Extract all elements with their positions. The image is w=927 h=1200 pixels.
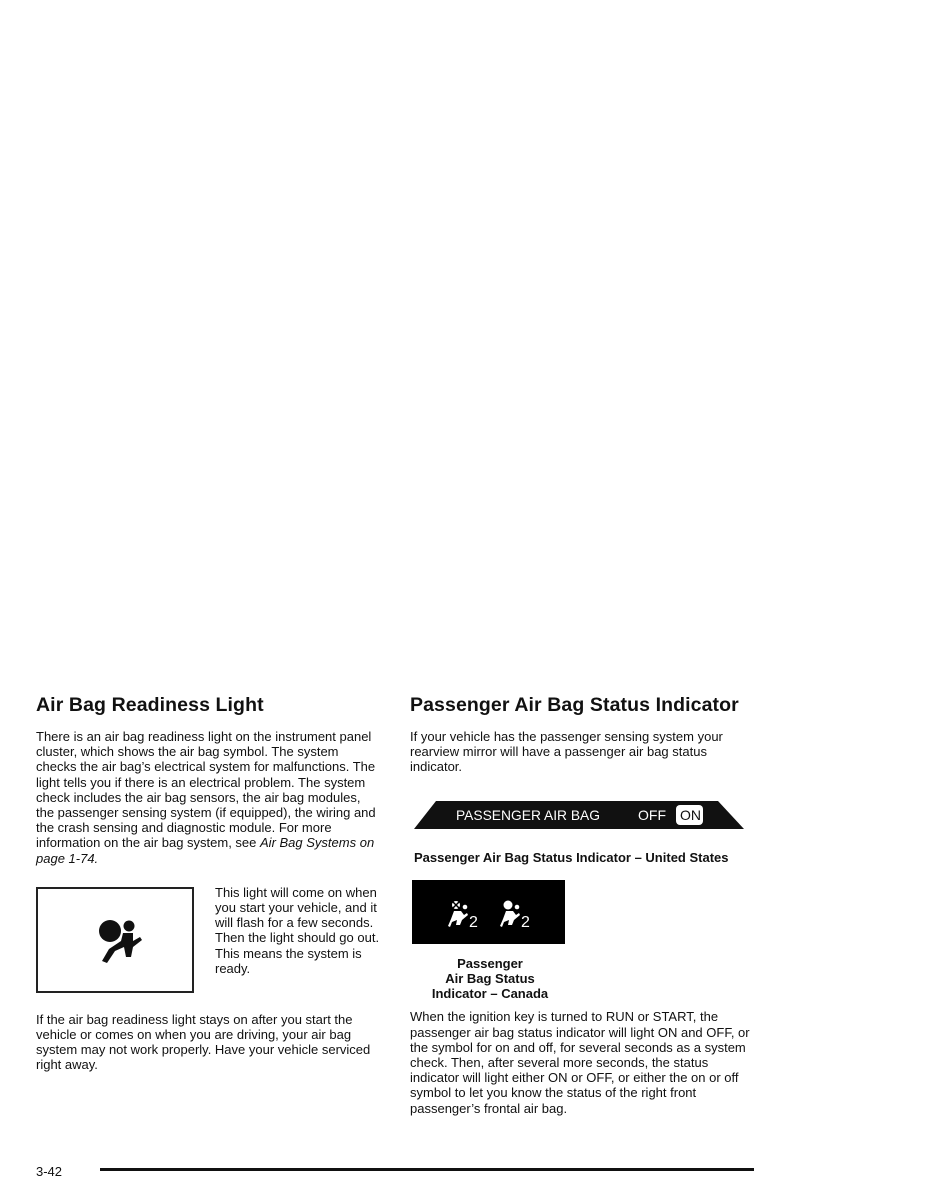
readiness-side-text: This light will come on when you start your vehicle, and it will flash for a few seconds. Then the light should go out. This means the system is ready. (215, 884, 380, 976)
us-indicator-on: ON (680, 806, 701, 823)
readiness-intro-text: There is an air bag readiness light on the instrument panel cluster, which shows the air bag symbol. The system checks the air bag’s electrical system for malfunctions. The light tells you if there is an electrical problem. The system check includes the air bag sensors, the air bag modules, the passenger sensing system (if equipped), the wiring and the crash sensing and diagnostic module. For more information on the air bag system, see (36, 729, 376, 851)
airbag-systems-reference: Air Bag Systems on page 1-74. (36, 835, 375, 866)
us-indicator-label: PASSENGER AIR BAG (456, 806, 600, 823)
canada-caption-line: Air Bag Status (445, 971, 535, 987)
passenger-intro: If your vehicle has the passenger sensing system your rearview mirror will have a passenger air bag status indicator. (410, 729, 723, 775)
canada-indicator-box (412, 880, 565, 944)
airbag-readiness-icon (93, 917, 143, 967)
canada-caption-line: Indicator – Canada (431, 986, 549, 1002)
us-status-indicator (414, 801, 744, 829)
readiness-intro (36, 729, 382, 866)
passenger-airbag-on-icon (500, 900, 530, 931)
section-heading-readiness: Air Bag Readiness Light (36, 694, 264, 716)
canada-caption-line: Passenger (457, 955, 523, 971)
section-heading-passenger-status: Passenger Air Bag Status Indicator (410, 694, 739, 716)
svg-text:2: 2 (521, 913, 530, 931)
footer-rule (100, 1168, 754, 1171)
us-indicator-off: OFF (638, 806, 666, 823)
page-number: 3-42 (36, 1164, 63, 1179)
canada-indicator-caption (410, 956, 570, 1002)
readiness-warning-text: If the air bag readiness light stays on after you start the vehicle or comes on when you are driving, your air bag system may not work properly. Have your vehicle serviced right away. (36, 1011, 371, 1073)
us-indicator-caption: Passenger Air Bag Status Indicator – United States (414, 849, 729, 865)
readiness-icon-box (36, 887, 194, 993)
readiness-figure-row (36, 885, 382, 1003)
right-column (410, 694, 760, 1116)
passenger-airbag-off-icon (448, 901, 478, 931)
left-column (36, 694, 382, 1073)
canada-indicator-icons (412, 880, 565, 944)
passenger-status-explanation: When the ignition key is turned to RUN or START, the passenger air bag status indicator will light ON and OFF, or the symbol for on and off, for several seconds as a system check. Then, after several more seconds, the status indicator will light either ON or OFF, or either the on or off symbol to let you know the status of the right front passenger’s frontal air bag. (410, 1009, 750, 1116)
svg-text:2: 2 (469, 913, 478, 931)
